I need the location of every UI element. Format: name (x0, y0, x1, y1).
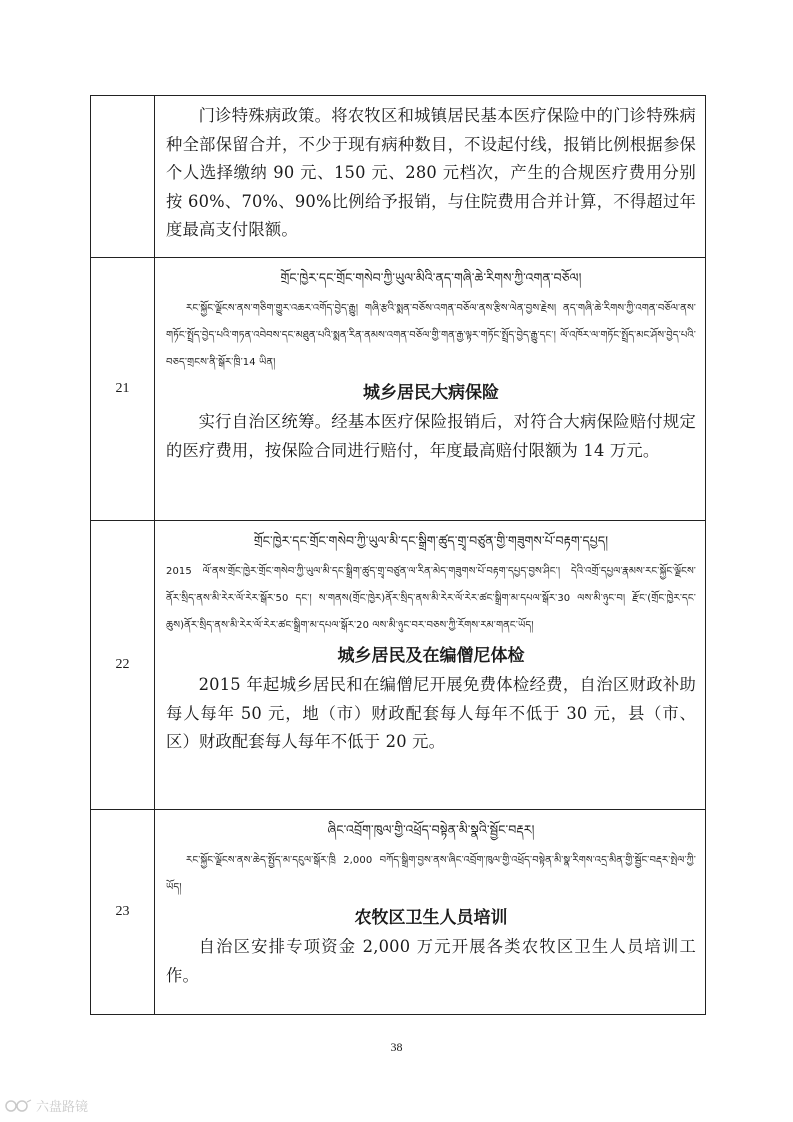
row-content (155, 810, 706, 1015)
row-number: 22 (91, 521, 155, 810)
row-number (91, 96, 155, 258)
tibetan-title: གྲོང་ཁྱེར་དང་གྲོང་གསེབ་ཀྱི་ཡུལ་མི་དང་སྒྲིག་ཚུད་གྲྭ་བཙུན་གྱི་གཟུགས་པོ་བརྟག་དཔྱད། (253, 533, 609, 548)
cn-paragraph: 2015 年起城乡居民和在编僧尼开展免费体检经费，自治区财政补助每人每年 50 元，地（市）财政配套每人每年不低于 30 元，县（市、区）财政配套每人每年不低于 20 元。 (166, 675, 696, 751)
cn-section-title: 城乡居民及在编僧尼体检 (337, 646, 525, 666)
cn-paragraph: 实行自治区统筹。经基本医疗保险报销后，对符合大病保险赔付规定的医疗费用，按保险合同进行赔付，年度最高赔付限额为 14 万元。 (166, 412, 696, 460)
tibetan-paragraph: རང་སྐྱོང་ལྗོངས་ནས་ཆེད་སྤྱོད་མ་དངུལ་སྒོར་ཁྲི 2,000 བཀོད་སྒྲིག་བྱས་ནས་ཞིང་འབྲོག་ཁུལ་གྱི་འཕྲོད་བསྟེན་མི་སྣ་རིགས་འདྲ་མིན་གྱི་སྦྱོང་བརྡར་སྤེལ་ཀྱི་ཡོད། (166, 855, 696, 893)
table-row (91, 96, 706, 258)
tibetan-title: གྲོང་ཁྱེར་དང་གྲོང་གསེབ་ཀྱི་ཡུལ་མིའི་ནད་གཞི་ཆེ་རིགས་ཀྱི་འགན་བཅོལ། (280, 270, 582, 285)
row-content (155, 521, 706, 810)
watermark-text: 六盘路镜 (36, 1100, 89, 1115)
tibetan-title: ཞིང་འབྲོག་ཁུལ་གྱི་འཕྲོད་བསྟེན་མི་སྣའི་སྦྱོང་བརྡར། (327, 822, 535, 837)
table-row (91, 521, 706, 810)
row-number: 23 (91, 810, 155, 1015)
table-row (91, 810, 706, 1015)
tibetan-paragraph: རང་སྐྱོང་ལྗོངས་ནས་གཅིག་གྱུར་འཆར་འགོད་བྱེད་རྒྱུ། གཞི་རྩའི་སྨན་བཅོས་འགན་བཅོལ་ནས་རྩིས་ལེན་བྱས་རྗེས། ནད་གཞི་ཆེ་རིགས་ཀྱི་འགན་བཅོལ་ནས་གཏོང་སྤྲོད་བྱེད་པའི་གཏན་འབེབས་དང་མཐུན་པའི་སྨན་རིན་ནམས་འགན་བཅོལ་གྱི་གན་རྒྱ་ལྟར་གཏོང་སྤྲོད་བྱེད་རྒྱུ་དང་། ལོ་འཁོར་ལ་གཏོང་སྤྲོད་མང་ཤོས་བྱེད་པའི་བཅད་གྲངས་ནི་སྒོར་ཁྲི་14 ཡིན། (166, 303, 696, 368)
watermark (4, 1096, 88, 1115)
cn-paragraph: 自治区安排专项资金 2,000 万元开展各类农牧区卫生人员培训工作。 (166, 937, 696, 985)
watermark-logo-icon (4, 1099, 32, 1113)
cn-section-title: 农牧区卫生人员培训 (354, 908, 508, 928)
table-row (91, 258, 706, 521)
policy-table (90, 95, 706, 1015)
row-content (155, 258, 706, 521)
cn-section-title: 城乡居民大病保险 (363, 383, 499, 403)
page-number: 38 (390, 1040, 403, 1054)
tibetan-paragraph: 2015 ལོ་ནས་གྲོང་ཁྱེར་གྲོང་གསེབ་ཀྱི་ཡུལ་མི་དང་སྒྲིག་ཚུད་གྲྭ་བཙུན་ལ་རིན་མེད་གཟུགས་པོ་བརྟག་དཔྱད་བྱས་ཤིང་། དེའི་འགྲོ་དཔྱལ་རྣམས་རང་སྐྱོང་ལྗོངས་ནོར་སྲིད་ནས་མི་རེར་ལོ་རེར་སྒོར་50 དང་། ས་གནས(གྲོང་ཁྱེར)ནོར་སྲིད་ནས་མི་རེར་ལོ་རེར་ཚང་སྒྲིག་མ་དཔལ་སྒོར་30 ལས་མི་ཉུང་བ། རྫོང་(གྲོང་ཁྱེར་དང་ཆུས)ནོར་སྲིད་ནས་མི་རེར་ལོ་རེར་ཚང་སྒྲིག་མ་དཔལ་སྒོར་20 ལས་མི་ཉུང་བར་བཅས་ཀྱི་རོགས་རམ་གནང་ཡོད། (166, 566, 696, 631)
cn-paragraph: 门诊特殊病政策。将农牧区和城镇居民基本医疗保险中的门诊特殊病种全部保留合并，不少于现有病种数目，不设起付线，报销比例根据参保个人选择缴纳 90 元、150 元、280 元档次，产生的合规医疗费用分别按 60%、70%、90%比例给予报销，与住院费用合并计算，不得超过年度最高支付限额。 (166, 106, 696, 239)
row-content (155, 96, 706, 258)
row-number: 21 (91, 258, 155, 521)
